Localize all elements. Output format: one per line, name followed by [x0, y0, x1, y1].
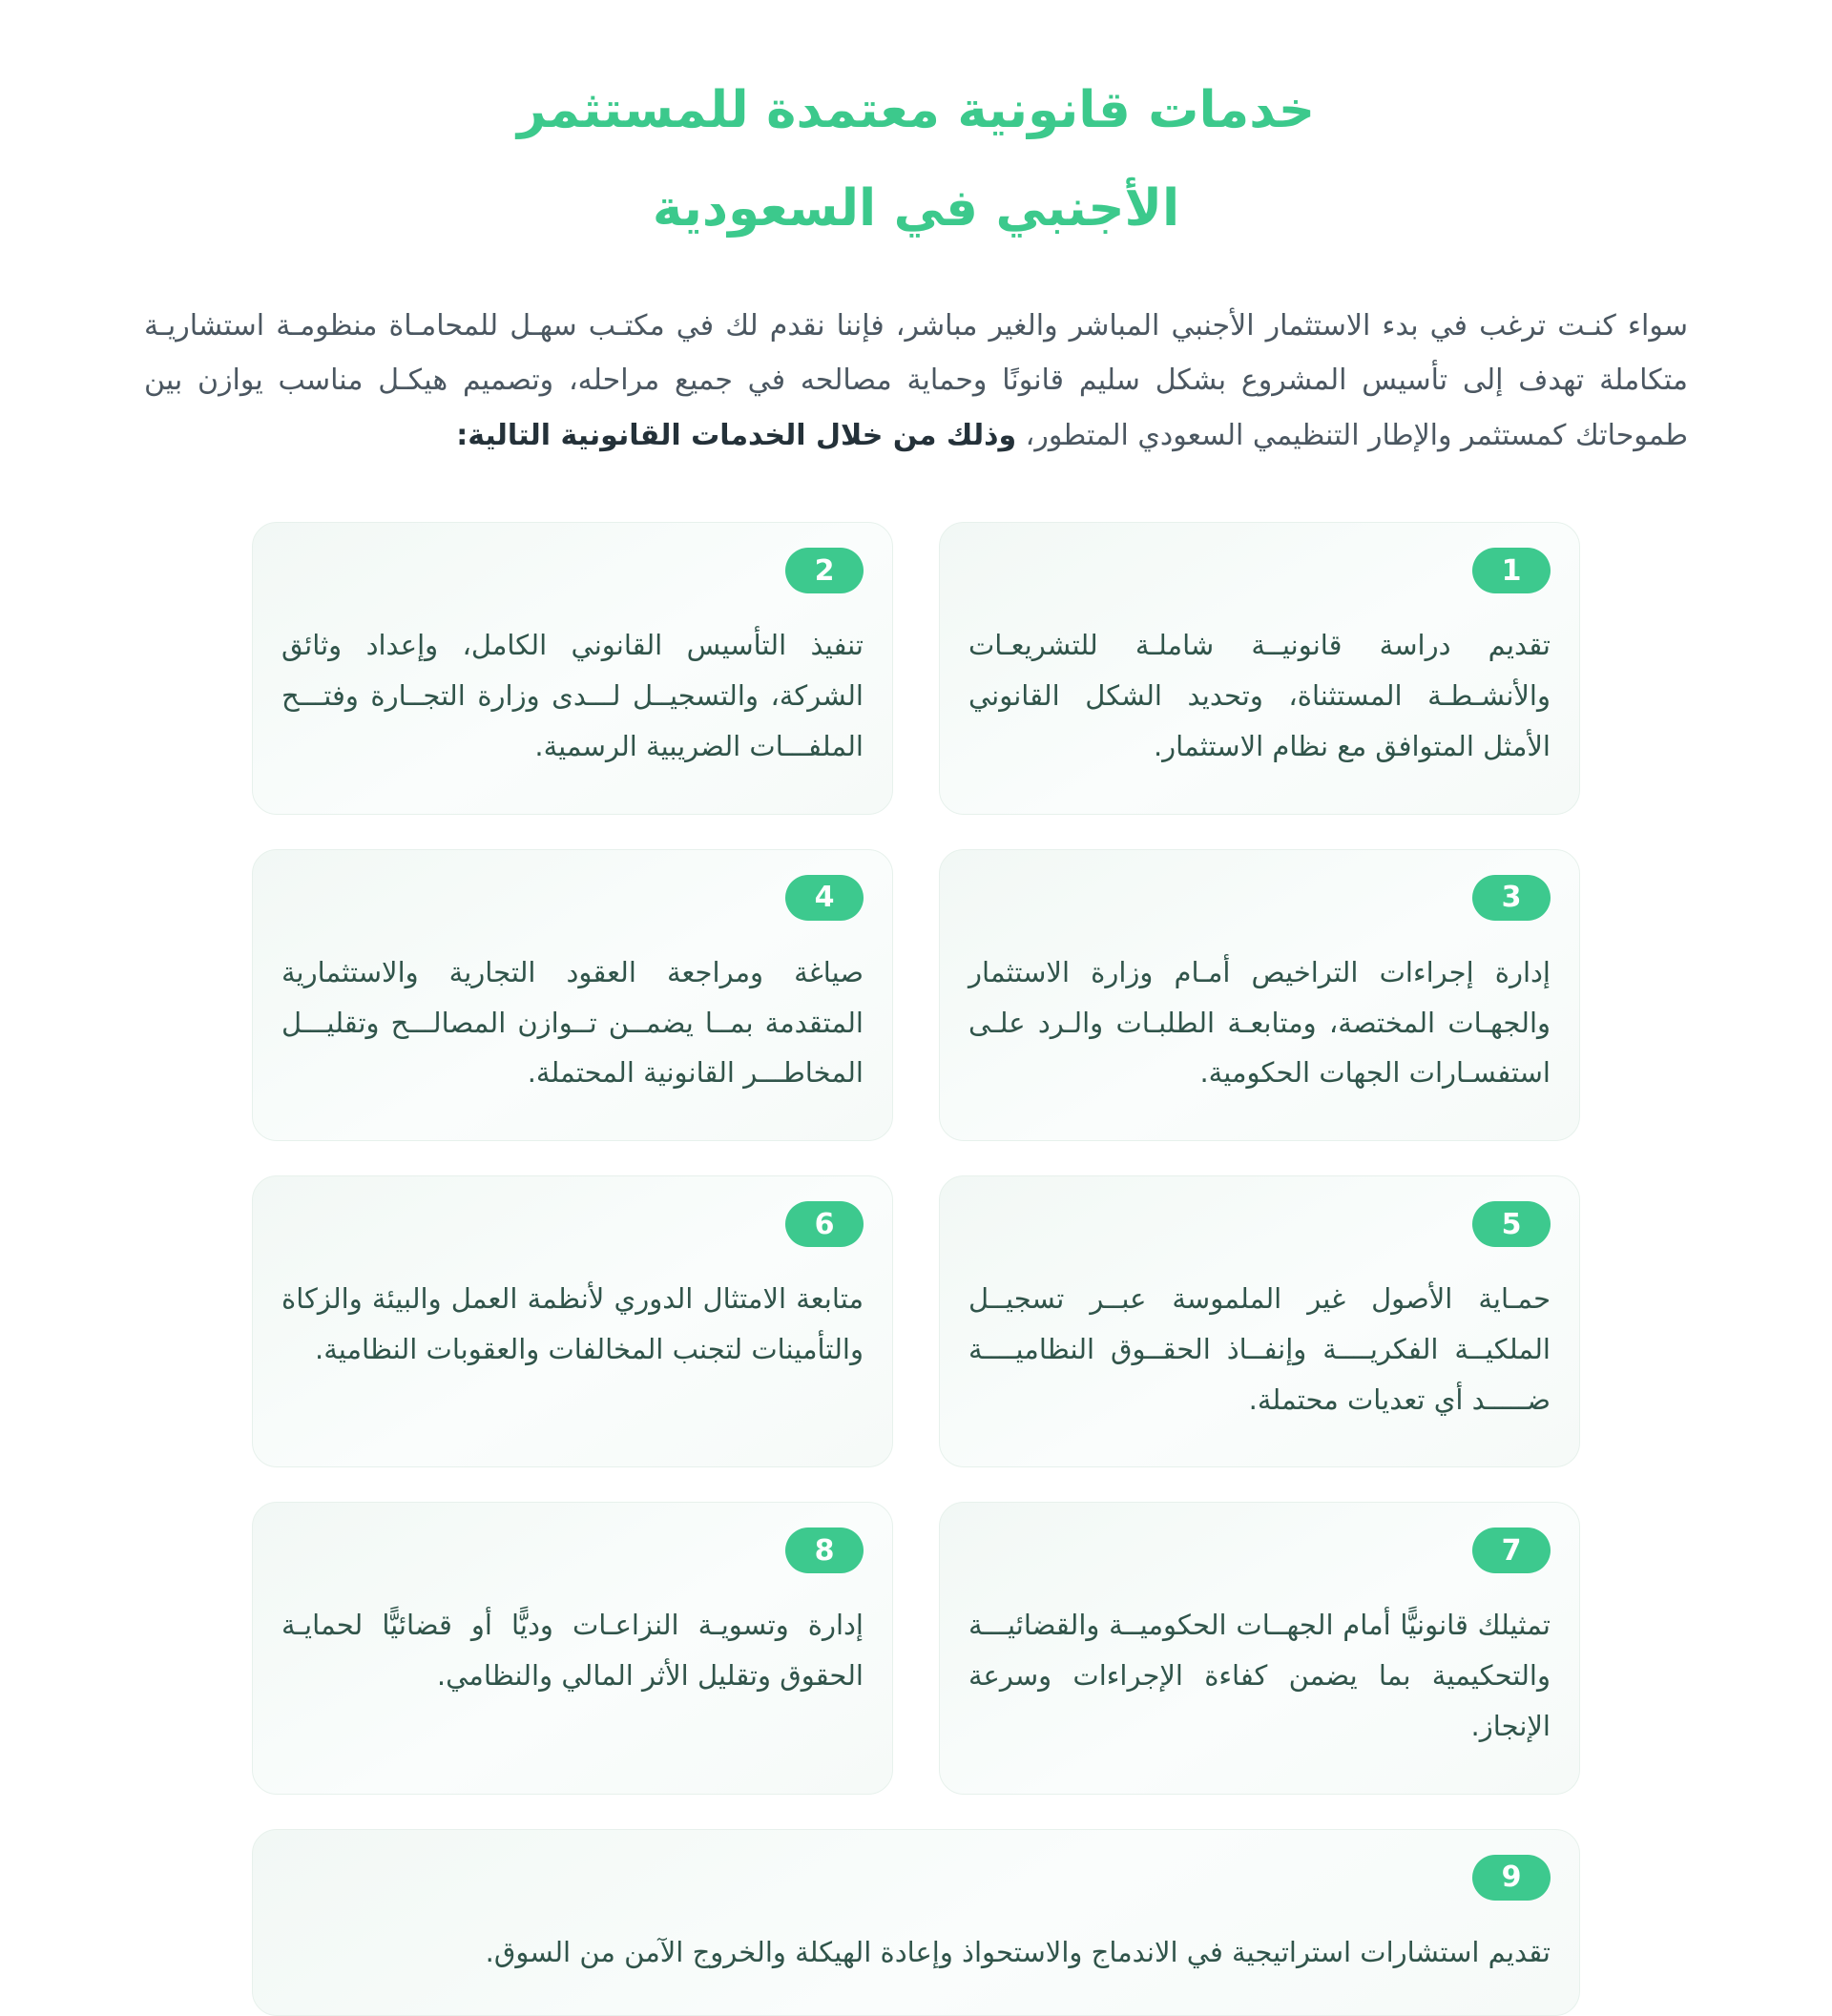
service-number-badge: 5 [1472, 1201, 1551, 1247]
page-title-line-2: الأجنبي في السعودية [652, 179, 1180, 239]
service-text: متابعة الامتثال الدوري لأنظمة العمل والبيئة والزكاة والتأمينات لتجنب المخالفات والعقوبات النظامية. [281, 1282, 864, 1365]
page-title-line-1: خدمات قانونية معتمدة للمستثمر [516, 81, 1316, 139]
service-number-badge: 1 [1472, 548, 1551, 593]
service-text: إدارة إجراءات التراخيص أمـام وزارة الاستثمار والجهـات المختصة، ومتابعـة الطلبـات والـرد علـى استفسـارات الجهات الحكومية. [968, 955, 1551, 1090]
intro-paragraph [144, 299, 1688, 464]
service-number-badge: 7 [1472, 1528, 1551, 1573]
service-card [939, 849, 1580, 1141]
service-card [252, 849, 893, 1141]
services-grid [252, 522, 1580, 2016]
service-card [939, 1502, 1580, 1794]
page-title [344, 61, 1488, 259]
service-number-badge: 9 [1472, 1855, 1551, 1901]
service-card [252, 522, 893, 814]
service-card [939, 1175, 1580, 1467]
intro-bold-text: وذلك من خلال الخدمات القانونية التالية: [456, 418, 1017, 452]
service-text: إدارة وتسويـة النزاعـات وديًّا أو قضائيًّا لحمايـة الحقوق وتقليل الأثر المالي والنظامي. [281, 1609, 864, 1693]
service-card [252, 1175, 893, 1467]
service-number-badge: 2 [785, 548, 864, 593]
service-text: تقديم دراسة قانونيــة شاملـة للتشريعـات والأنشـطـة المستثناة، وتحديد الشكل القانوني الأمثل المتوافق مع نظام الاستثمار. [968, 629, 1551, 762]
service-text: حمـاية الأصول غير الملموسة عبــر تسجيــل الملكيــة الفكريــــة وإنفــاذ الحقــوق النظاميــــة ضـــــد أي تعديات محتملة. [968, 1282, 1551, 1416]
service-number-badge: 8 [785, 1528, 864, 1573]
service-number-badge: 6 [785, 1201, 864, 1247]
service-number-badge: 3 [1472, 875, 1551, 921]
service-text: صياغة ومراجعة العقود التجارية والاستثمارية المتقدمة بمــا يضمــن تــوازن المصالـــح وتقليـــل المخاطـــر القانونية المحتملة. [281, 955, 864, 1090]
service-card [252, 1502, 893, 1794]
service-text: تمثيلك قانونيًّا أمام الجهــات الحكوميــة والقضائيـــة والتحكيمية بما يضمن كفاءة الإجراءات وسرعة الإنجاز. [968, 1609, 1551, 1742]
service-card [939, 522, 1580, 814]
service-text: تنفيذ التأسيس القانوني الكامل، وإعداد وثائق الشركة، والتسجيــل لـــدى وزارة التجــارة وفتـــح الملفـــات الضريبية الرسمية. [281, 629, 864, 762]
service-number-badge: 4 [785, 875, 864, 921]
service-text: تقديم استشارات استراتيجية في الاندماج والاستحواذ وإعادة الهيكلة والخروج الآمن من السوق. [485, 1935, 1551, 1968]
service-card [252, 1829, 1580, 2016]
intro-text: سواء كنـت ترغب في بدء الاستثمار الأجنبي المباشر والغير مباشر، فإننا نقدم لك في مكتـب سهـل للمحامـاة منظومـة استشاريـة متكاملة تهدف إلى تأسيس المشروع بشكل سليم قانونًا وحماية مصالحه في جميع مراحله، وتصميم هيكـل مناسب يوازن بين طموحاتك كمستثمر والإطار التنظيمي السعودي المتطور، [144, 308, 1688, 452]
